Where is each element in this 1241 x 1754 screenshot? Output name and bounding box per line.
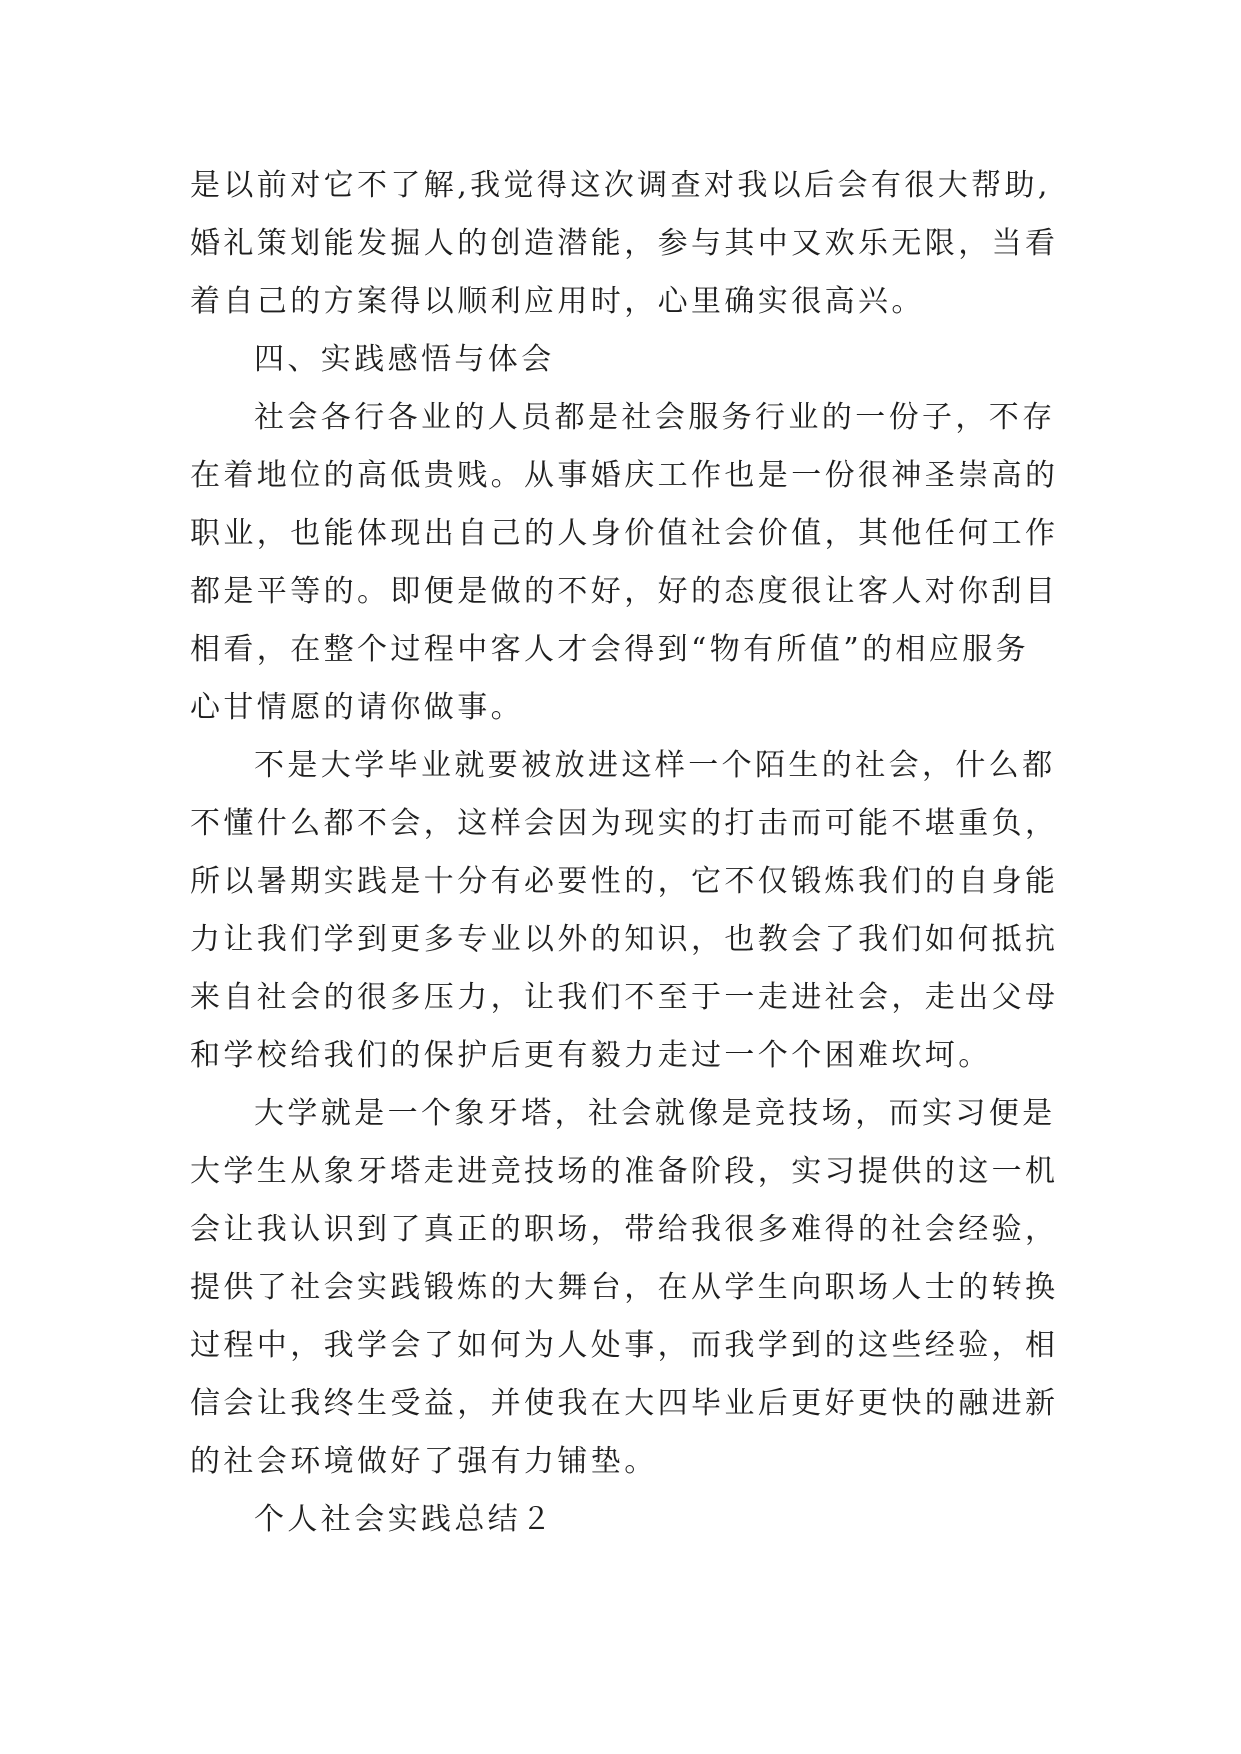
paragraph-first-line: 大学就是一个象牙塔，社会就像是竞技场，而实习便是 [254,1096,1056,1131]
section-heading: 四、实践感悟与体会 [254,342,555,377]
body-text-line: 的社会环境做好了强有力铺垫。 [190,1444,658,1479]
body-text-line: 着自己的方案得以顺利应用时，心里确实很高兴。 [190,284,925,319]
paragraph-first-line: 不是大学毕业就要被放进这样一个陌生的社会，什么都 [254,748,1056,783]
body-text-line: 过程中，我学会了如何为人处事，而我学到的这些经验，相 [190,1328,1059,1363]
body-text-line: 大学生从象牙塔走进竞技场的准备阶段，实习提供的这一机 [190,1154,1059,1189]
body-text-line: 相看，在整个过程中客人才会得到“物有所值”的相应服务 [190,632,1030,667]
body-text-line: 提供了社会实践锻炼的大舞台，在从学生向职场人士的转换 [190,1270,1059,1305]
body-text-line: 来自社会的很多压力，让我们不至于一走进社会，走出父母 [190,980,1059,1015]
body-text-line: 都是平等的。即便是做的不好，好的态度很让客人对你刮目 [190,574,1059,609]
body-text-line: 不懂什么都不会，这样会因为现实的打击而可能不堪重负， [190,806,1059,841]
section-title: 个人社会实践总结２ [254,1502,555,1537]
body-text-line: 在着地位的高低贵贱。从事婚庆工作也是一份很神圣崇高的 [190,458,1059,493]
body-text-line: 是以前对它不了解,我觉得这次调查对我以后会有很大帮助, [190,168,1051,203]
body-text-line: 职业，也能体现出自己的人身价值社会价值，其他任何工作 [190,516,1059,551]
body-text-line: 所以暑期实践是十分有必要性的，它不仅锻炼我们的自身能 [190,864,1059,899]
body-text-line: 心甘情愿的请你做事。 [190,690,524,725]
body-text-line: 和学校给我们的保护后更有毅力走过一个个困难坎坷。 [190,1038,992,1073]
body-text-line: 会让我认识到了真正的职场，带给我很多难得的社会经验， [190,1212,1059,1247]
body-text-line: 信会让我终生受益，并使我在大四毕业后更好更快的融进新 [190,1386,1059,1421]
body-text-line: 婚礼策划能发掘人的创造潜能，参与其中又欢乐无限，当看 [190,226,1059,261]
body-text-line: 力让我们学到更多专业以外的知识，也教会了我们如何抵抗 [190,922,1059,957]
paragraph-first-line: 社会各行各业的人员都是社会服务行业的一份子，不存 [254,400,1056,435]
